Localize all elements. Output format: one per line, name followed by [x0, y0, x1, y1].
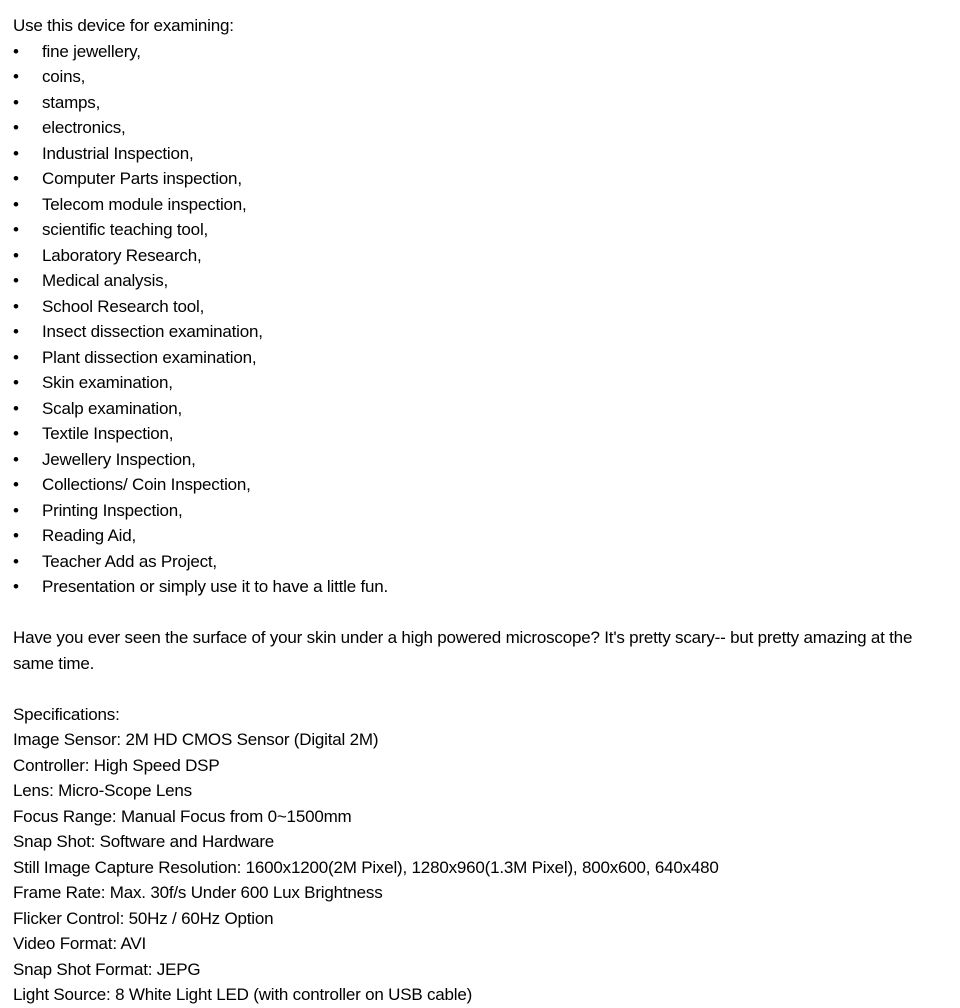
- bullet-icon: •: [13, 169, 19, 188]
- spec-item: Still Image Capture Resolution: 1600x1200(2M Pixel), 1280x960(1.3M Pixel), 800x600, 640x480: [13, 857, 719, 877]
- uses-list: [13, 39, 948, 600]
- list-item-text: Teacher Add as Project,: [42, 551, 217, 571]
- bullet-icon: •: [13, 296, 19, 316]
- spacer: [13, 676, 948, 702]
- list-item: [13, 472, 948, 498]
- list-item: [13, 294, 948, 320]
- spec-item: Video Format: AVI: [13, 934, 146, 953]
- list-item-text: Scalp examination,: [42, 398, 183, 418]
- list-item: [13, 421, 948, 447]
- list-item: [13, 498, 948, 524]
- bullet-icon: •: [13, 67, 19, 86]
- list-item: [13, 549, 948, 575]
- intro-text: Use this device for examining:: [13, 16, 234, 35]
- spec-item: Snap Shot Format: JEPG: [13, 959, 201, 979]
- description-paragraph: Have you ever seen the surface of your skin under a high powered microscope? It's pretty scary-- but pretty amazing at the same time.: [13, 628, 913, 673]
- bullet-icon: •: [13, 118, 19, 137]
- list-item: [13, 64, 948, 90]
- bullet-icon: •: [13, 449, 19, 469]
- list-item-text: Collections/ Coin Inspection,: [42, 475, 251, 494]
- specifications-list: [13, 727, 948, 1008]
- spec-item: Focus Range: Manual Focus from 0~1500mm: [13, 806, 352, 826]
- bullet-icon: •: [13, 373, 19, 392]
- list-item-text: Presentation or simply use it to have a little fun.: [42, 577, 389, 596]
- list-item-text: Medical analysis,: [42, 271, 169, 290]
- list-item-text: Industrial Inspection,: [42, 143, 194, 163]
- bullet-icon: •: [13, 143, 19, 163]
- list-item-text: Telecom module inspection,: [42, 194, 247, 214]
- bullet-icon: •: [13, 347, 19, 367]
- list-item: [13, 447, 948, 473]
- list-item: [13, 268, 948, 294]
- spacer: [13, 600, 948, 626]
- list-item: [13, 115, 948, 141]
- list-item-text: Insect dissection examination,: [42, 322, 263, 341]
- bullet-icon: •: [13, 526, 19, 545]
- spec-item: Lens: Micro-Scope Lens: [13, 781, 192, 800]
- list-item: [13, 574, 948, 600]
- list-item: [13, 192, 948, 218]
- bullet-icon: •: [13, 92, 19, 112]
- list-item-text: coins,: [42, 67, 86, 86]
- list-item: [13, 90, 948, 116]
- list-item-text: School Research tool,: [42, 296, 205, 316]
- bullet-icon: •: [13, 424, 19, 443]
- bullet-icon: •: [13, 500, 19, 520]
- list-item: [13, 39, 948, 65]
- list-item-text: Plant dissection examination,: [42, 347, 257, 367]
- bullet-icon: •: [13, 245, 19, 265]
- spec-item: Snap Shot: Software and Hardware: [13, 832, 275, 851]
- bullet-icon: •: [13, 577, 19, 596]
- list-item: [13, 243, 948, 269]
- spec-item: Light Source: 8 White Light LED (with controller on USB cable): [13, 985, 473, 1004]
- bullet-icon: •: [13, 220, 19, 239]
- list-item-text: Printing Inspection,: [42, 500, 183, 520]
- list-item-text: Computer Parts inspection,: [42, 169, 242, 188]
- list-item-text: scientific teaching tool,: [42, 220, 209, 239]
- list-item-text: Jewellery Inspection,: [42, 449, 196, 469]
- list-item: [13, 523, 948, 549]
- list-item: [13, 396, 948, 422]
- bullet-icon: •: [13, 551, 19, 571]
- document-body: [13, 13, 948, 1008]
- spec-item: Flicker Control: 50Hz / 60Hz Option: [13, 908, 274, 928]
- spec-item: Controller: High Speed DSP: [13, 755, 220, 775]
- list-item-text: electronics,: [42, 118, 126, 137]
- specifications-heading: Specifications:: [13, 704, 120, 724]
- bullet-icon: •: [13, 271, 19, 290]
- list-item: [13, 345, 948, 371]
- spec-item: Frame Rate: Max. 30f/s Under 600 Lux Brightness: [13, 883, 383, 902]
- list-item-text: fine jewellery,: [42, 41, 141, 61]
- list-item: [13, 370, 948, 396]
- spec-item: Image Sensor: 2M HD CMOS Sensor (Digital 2M): [13, 730, 379, 749]
- bullet-icon: •: [13, 475, 19, 494]
- list-item: [13, 319, 948, 345]
- list-item-text: Reading Aid,: [42, 526, 137, 545]
- list-item-text: stamps,: [42, 92, 101, 112]
- bullet-icon: •: [13, 322, 19, 341]
- list-item-text: Skin examination,: [42, 373, 173, 392]
- list-item: [13, 141, 948, 167]
- bullet-icon: •: [13, 398, 19, 418]
- list-item-text: Laboratory Research,: [42, 245, 202, 265]
- list-item: [13, 217, 948, 243]
- bullet-icon: •: [13, 194, 19, 214]
- list-item: [13, 166, 948, 192]
- bullet-icon: •: [13, 41, 19, 61]
- list-item-text: Textile Inspection,: [42, 424, 174, 443]
